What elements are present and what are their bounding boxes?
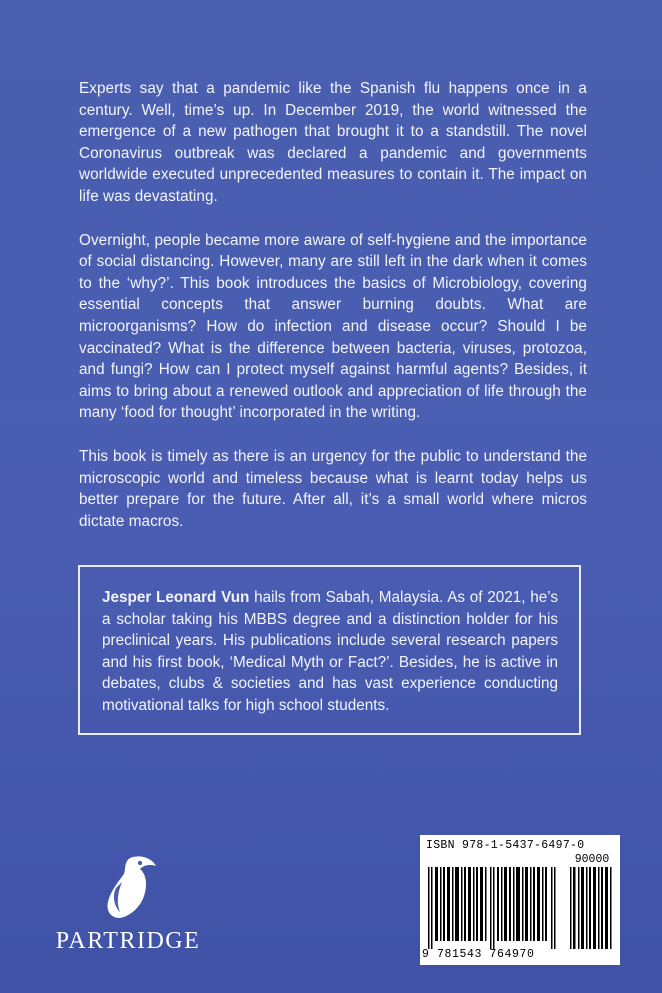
blurb-paragraph-1: Experts say that a pandemic like the Spanish flu happens once in a century. Well, time’s up. In December 2019, the world witnessed the emergence of a new pathogen that brought it to a standstill. The novel Coronavirus outbreak was declared a pandemic and governments worldwide executed unprecedented measures to contain it. The impact on life was devastating. [79,80,587,205]
isbn-label: ISBN 978-1-5437-6497-0 [426,839,585,852]
publisher-logo [38,852,218,952]
back-cover-blurb [79,78,587,554]
publisher-name: PARTRIDGE [55,928,201,954]
author-bio [102,587,558,717]
partridge-bird-logo-icon [100,852,162,924]
barcode-number: 9 781543 764970 [422,948,535,961]
isbn-barcode [420,835,620,965]
blurb-paragraph-2: Overnight, people became more aware of self-hygiene and the importance of social distancing. However, many are still left in the dark when it comes to the ‘why?’. This book introduces the basics of Microbiology, covering essential concepts that answer burning doubts. What are microorganisms? How do infection and disease occur? Should I be vaccinated? What is the difference between bacteria, viruses, protozoa, and fungi? How can I protect myself against harmful agents? Besides, it aims to bring about a renewed outlook and appreciation of life through the many ‘food for thought’ incorporated in the writing. [79,231,587,422]
author-bio-box [78,565,581,735]
author-bio-text: hails from Sabah, Malaysia. As of 2021, he’s a scholar taking his MBBS degree and a distinction holder for his preclinical years. His publications include several research papers and his first book, ‘Medical Myth or Fact?’. Besides, he is active in debates, clubs & societies and has vast experience conducting motivational talks for high school students. [102,589,558,714]
barcode-addon-number: 90000 [574,853,610,866]
author-name: Jesper Leonard Vun [102,589,250,606]
blurb-paragraph-3: This book is timely as there is an urgency for the public to understand the microscopic world and timeless because what is learnt today helps us better prepare for the future. After all, it’s a small world where micros dictate macros. [79,447,587,530]
barcode-addon-bars [570,867,614,949]
barcode-bars [428,867,558,949]
